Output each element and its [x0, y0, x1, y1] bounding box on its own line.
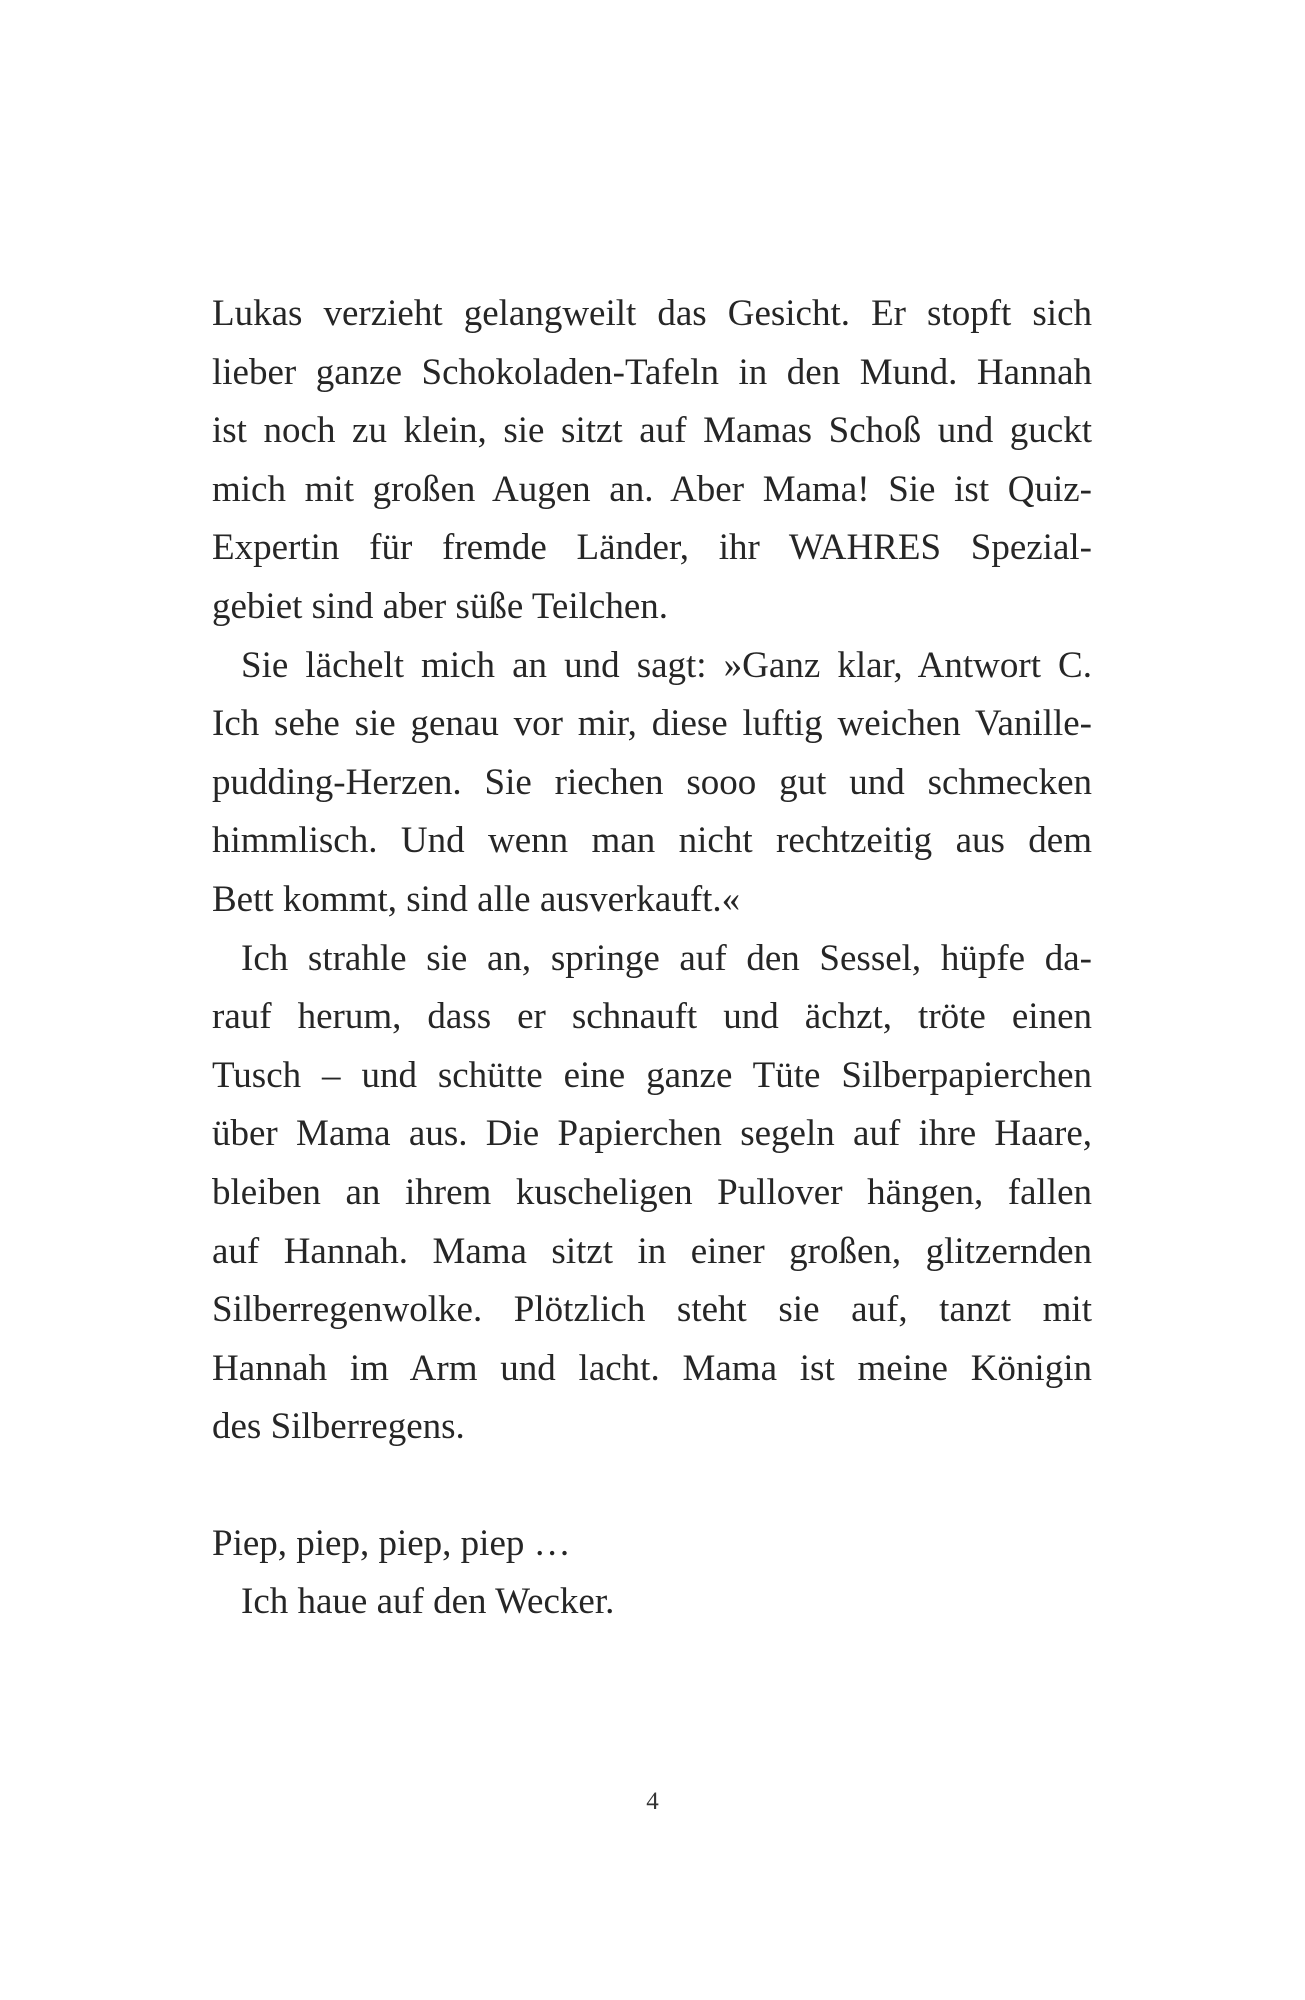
page-number: 4: [646, 1788, 659, 1815]
text-line: Bett kommt, sind alle ausverkauft.«: [212, 878, 741, 920]
text-line: gebiet sind aber süße Teilchen.: [212, 585, 668, 627]
text-line: auf Hannah. Mama sitzt in einer großen, glitzernden: [212, 1230, 1092, 1272]
text-line: Hannah im Arm und lacht. Mama ist meine Königin: [212, 1347, 1092, 1389]
text-line: Silberregenwolke. Plötzlich steht sie auf, tanzt mit: [212, 1289, 1092, 1331]
text-line: himmlisch. Und wenn man nicht rechtzeitig aus dem: [212, 820, 1092, 862]
text-line: Lukas verzieht gelangweilt das Gesicht. Er stopft sich: [212, 293, 1092, 334]
text-line: Ich sehe sie genau vor mir, diese luftig weichen Vanille-: [212, 703, 1092, 745]
text-line: Piep, piep, piep, piep …: [212, 1522, 571, 1564]
paragraph-4: [212, 1515, 1092, 1574]
paragraph-1: [212, 285, 1092, 637]
text-line: Ich haue auf den Wecker.: [241, 1581, 615, 1623]
text-line: des Silberregens.: [212, 1406, 465, 1448]
section-break: [212, 1457, 1092, 1515]
text-line: rauf herum, dass er schnauft und ächzt, tröte einen: [212, 996, 1092, 1038]
text-line: Ich strahle sie an, springe auf den Sessel, hüpfe da-: [241, 937, 1092, 979]
paragraph-3: [212, 930, 1092, 1457]
text-line: ist noch zu klein, sie sitzt auf Mamas Schoß und guckt: [212, 410, 1092, 452]
text-line: mich mit großen Augen an. Aber Mama! Sie ist Quiz-: [212, 468, 1092, 510]
text-line: Sie lächelt mich an und sagt: »Ganz klar, Antwort C.: [241, 644, 1092, 686]
text-line: bleiben an ihrem kuscheligen Pullover hängen, fallen: [212, 1171, 1092, 1213]
text-line: Expertin für fremde Länder, ihr WAHRES Spezial-: [212, 527, 1092, 569]
paragraph-2: [212, 637, 1092, 930]
text-line: pudding-Herzen. Sie riechen sooo gut und schmecken: [212, 761, 1092, 803]
text-line: über Mama aus. Die Papierchen segeln auf ihre Haare,: [212, 1113, 1092, 1155]
body-text: [212, 285, 1092, 1632]
text-line: Tusch – und schütte eine ganze Tüte Silberpapierchen: [212, 1054, 1092, 1096]
text-line: lieber ganze Schokoladen-Tafeln in den Mund. Hannah: [212, 351, 1092, 393]
paragraph-5: [212, 1573, 1092, 1632]
